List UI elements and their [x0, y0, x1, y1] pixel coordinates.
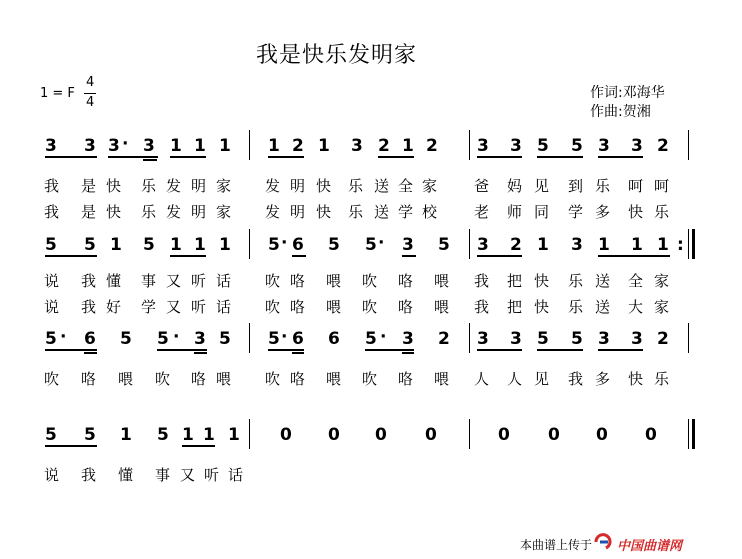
lyric: 吹 — [265, 272, 281, 290]
lyric: 我 — [44, 203, 60, 221]
dot: · — [281, 233, 288, 253]
lyric: 快 — [534, 298, 550, 316]
lyric: 人 — [507, 370, 523, 388]
lyric: 多 — [595, 370, 611, 388]
barline — [249, 419, 250, 449]
note: 5 — [157, 425, 169, 445]
lyric: 我 — [568, 370, 584, 388]
beam — [108, 156, 158, 158]
lyric: 话 — [216, 298, 232, 316]
lyric: 喂 — [326, 370, 342, 388]
barline — [688, 323, 689, 353]
beam — [477, 255, 522, 257]
lyric: 乐 — [348, 203, 364, 221]
lyric: 明 — [290, 203, 306, 221]
note: 6 — [292, 329, 304, 349]
lyric: 我 — [474, 298, 490, 316]
note: 5 — [438, 235, 450, 255]
lyric: 乐 — [654, 203, 670, 221]
lyric: 爸 — [474, 177, 490, 195]
note: 3 — [510, 136, 522, 156]
lyric: 明 — [290, 177, 306, 195]
note: 5 — [571, 329, 583, 349]
beam — [537, 349, 583, 351]
barline — [249, 229, 250, 259]
lyric: 懂 — [118, 466, 134, 484]
note: 1 — [268, 136, 280, 156]
note: 1 — [657, 235, 669, 255]
note: 6 — [328, 329, 340, 349]
note: 1 — [194, 235, 206, 255]
lyric: 我 — [474, 272, 490, 290]
lyric: 快 — [316, 177, 332, 195]
lyric: 送 — [374, 177, 390, 195]
lyric: 咯 — [398, 370, 414, 388]
beam — [292, 352, 304, 354]
note: 1 — [598, 235, 610, 255]
lyric: 家 — [216, 177, 232, 195]
dot: · — [378, 233, 385, 253]
rest: 0 — [425, 425, 437, 445]
lyric: 好 — [106, 298, 122, 316]
watermark-brand: 中国曲谱网 — [617, 539, 683, 554]
lyric: 呵 — [628, 177, 644, 195]
lyric: 妈 — [507, 177, 523, 195]
lyric: 乐 — [348, 177, 364, 195]
note: 5 — [328, 235, 340, 255]
lyric: 又 — [166, 298, 182, 316]
rest: 0 — [645, 425, 657, 445]
barline — [688, 229, 689, 259]
lyric: 到 — [568, 177, 584, 195]
note: 6 — [292, 235, 304, 255]
note: 5 — [571, 136, 583, 156]
note: 5 — [45, 329, 57, 349]
beam — [378, 156, 414, 158]
lyric: 喂 — [326, 272, 342, 290]
lyric: 我 — [81, 272, 97, 290]
note: 1 — [219, 235, 231, 255]
lyric: 同 — [534, 203, 550, 221]
lyric: 送 — [595, 298, 611, 316]
note: 3 — [402, 235, 414, 255]
lyric: 乐 — [568, 272, 584, 290]
lyric: 见 — [534, 370, 550, 388]
lyric: 事 — [155, 466, 171, 484]
beam — [477, 156, 522, 158]
note: 2 — [657, 329, 669, 349]
lyric: 我 — [81, 298, 97, 316]
note: 3 — [477, 329, 489, 349]
watermark-text: 本曲谱上传于 — [520, 538, 593, 552]
beam — [598, 349, 643, 351]
note: 3 — [45, 136, 57, 156]
note: 5 — [143, 235, 155, 255]
lyric: 见 — [534, 177, 550, 195]
lyric: 家 — [654, 272, 670, 290]
note: 2 — [510, 235, 522, 255]
lyric: 话 — [216, 272, 232, 290]
lyric: 懂 — [106, 272, 122, 290]
note: 1 — [219, 136, 231, 156]
beam — [365, 349, 414, 351]
lyricist-credit: 作词:邓海华 — [590, 85, 665, 101]
note: 3 — [510, 329, 522, 349]
note: 5 — [365, 329, 377, 349]
dot: · — [122, 134, 129, 154]
lyric: 快 — [316, 203, 332, 221]
lyric: 吹 — [362, 272, 378, 290]
lyric: 喂 — [434, 272, 450, 290]
composer-credit: 作曲:贺湘 — [590, 104, 651, 120]
lyric: 学 — [398, 203, 414, 221]
beam — [537, 156, 583, 158]
note: 3 — [477, 136, 489, 156]
note: 1 — [194, 136, 206, 156]
note: 1 — [228, 425, 240, 445]
lyric: 发 — [265, 177, 281, 195]
lyric: 快 — [628, 203, 644, 221]
dot: · — [173, 327, 180, 347]
rest: 0 — [280, 425, 292, 445]
lyric: 事 — [141, 272, 157, 290]
beam — [157, 349, 207, 351]
beam — [477, 349, 522, 351]
beam — [45, 156, 97, 158]
note: 2 — [378, 136, 390, 156]
note: 1 — [631, 235, 643, 255]
note: 1 — [182, 425, 194, 445]
lyric: 听 — [204, 466, 220, 484]
lyric: 快 — [534, 272, 550, 290]
lyric: 吹 — [265, 298, 281, 316]
note: 1 — [318, 136, 330, 156]
note: 3 — [631, 329, 643, 349]
rest: 0 — [375, 425, 387, 445]
note: 1 — [170, 235, 182, 255]
lyric: 咯 — [191, 370, 207, 388]
lyric: 家 — [216, 203, 232, 221]
lyric: 校 — [422, 203, 438, 221]
note: 3 — [143, 136, 155, 156]
lyric: 听 — [191, 272, 207, 290]
note: 3 — [194, 329, 206, 349]
lyric: 人 — [474, 370, 490, 388]
beam — [292, 255, 306, 257]
lyric: 吹 — [265, 370, 281, 388]
note: 5 — [537, 329, 549, 349]
dot: · — [281, 327, 288, 347]
note: 5 — [84, 235, 96, 255]
note: 1 — [110, 235, 122, 255]
lyric: 乐 — [654, 370, 670, 388]
rest: 0 — [596, 425, 608, 445]
lyric: 听 — [191, 298, 207, 316]
note: 3 — [477, 235, 489, 255]
lyric: 吹 — [362, 370, 378, 388]
note: 5 — [45, 235, 57, 255]
repeat-dots: : — [677, 235, 684, 255]
note: 1 — [537, 235, 549, 255]
lyric: 我 — [81, 466, 97, 484]
rest: 0 — [548, 425, 560, 445]
barline — [469, 229, 470, 259]
lyric: 咯 — [398, 272, 414, 290]
lyric: 乐 — [141, 177, 157, 195]
lyric: 把 — [507, 272, 523, 290]
lyric: 全 — [628, 272, 644, 290]
lyric: 老 — [474, 203, 490, 221]
lyric: 把 — [507, 298, 523, 316]
note: 1 — [120, 425, 132, 445]
note: 3 — [598, 329, 610, 349]
lyric: 学 — [568, 203, 584, 221]
beam — [598, 156, 643, 158]
lyric: 乐 — [141, 203, 157, 221]
lyric: 喂 — [326, 298, 342, 316]
note: 5 — [84, 425, 96, 445]
lyric: 说 — [44, 272, 60, 290]
lyric: 咯 — [290, 370, 306, 388]
note: 2 — [292, 136, 304, 156]
lyric: 喂 — [434, 370, 450, 388]
beam — [182, 445, 215, 447]
lyric: 师 — [507, 203, 523, 221]
note: 3 — [402, 329, 414, 349]
note: 5 — [268, 329, 280, 349]
beam — [45, 255, 97, 257]
note: 5 — [365, 235, 377, 255]
lyric: 明 — [191, 203, 207, 221]
lyric: 又 — [166, 272, 182, 290]
final-barline — [692, 419, 695, 449]
lyric: 乐 — [595, 177, 611, 195]
note: 2 — [438, 329, 450, 349]
lyric: 快 — [628, 370, 644, 388]
barline — [469, 323, 470, 353]
lyric: 家 — [654, 298, 670, 316]
lyric: 喂 — [118, 370, 134, 388]
beam — [170, 156, 206, 158]
note: 3 — [84, 136, 96, 156]
lyric: 又 — [180, 466, 196, 484]
beam — [194, 352, 207, 354]
lyric: 说 — [44, 466, 60, 484]
note: 1 — [402, 136, 414, 156]
beam — [402, 255, 416, 257]
dot: · — [380, 327, 387, 347]
time-signature-line — [84, 93, 96, 94]
note: 5 — [157, 329, 169, 349]
lyric: 大 — [628, 298, 644, 316]
site-logo-icon — [594, 533, 614, 551]
note: 3 — [108, 136, 120, 156]
lyric: 送 — [595, 272, 611, 290]
rest: 0 — [498, 425, 510, 445]
time-signature-top: 4 — [86, 75, 95, 90]
song-title: 我是快乐发明家 — [256, 43, 418, 68]
final-barline — [692, 229, 695, 259]
lyric: 呵 — [654, 177, 670, 195]
barline — [469, 130, 470, 160]
key-signature: 1 = F — [40, 86, 75, 101]
lyric: 喂 — [216, 370, 232, 388]
barline — [688, 130, 689, 160]
lyric: 多 — [595, 203, 611, 221]
lyric: 快 — [106, 203, 122, 221]
note: 3 — [631, 136, 643, 156]
lyric: 全 — [398, 177, 414, 195]
time-signature-bottom: 4 — [86, 95, 95, 110]
lyric: 发 — [265, 203, 281, 221]
lyric: 吹 — [44, 370, 60, 388]
beam — [84, 352, 97, 354]
beam — [598, 255, 670, 257]
note: 3 — [598, 136, 610, 156]
lyric: 是 — [81, 177, 97, 195]
note: 6 — [84, 329, 96, 349]
beam — [402, 352, 414, 354]
note: 5 — [537, 136, 549, 156]
lyric: 话 — [228, 466, 244, 484]
note: 5 — [120, 329, 132, 349]
dot: · — [60, 327, 67, 347]
note: 5 — [219, 329, 231, 349]
lyric: 明 — [191, 177, 207, 195]
lyric: 快 — [106, 177, 122, 195]
beam — [45, 445, 97, 447]
lyric: 咯 — [290, 272, 306, 290]
note: 2 — [426, 136, 438, 156]
barline — [688, 419, 689, 449]
lyric: 咯 — [81, 370, 97, 388]
lyric: 发 — [166, 203, 182, 221]
note: 5 — [45, 425, 57, 445]
lyric: 我 — [44, 177, 60, 195]
barline — [249, 323, 250, 353]
beam — [143, 159, 157, 161]
note: 1 — [170, 136, 182, 156]
lyric: 家 — [422, 177, 438, 195]
barline — [469, 419, 470, 449]
lyric: 吹 — [155, 370, 171, 388]
lyric: 发 — [166, 177, 182, 195]
beam — [45, 349, 97, 351]
lyric: 咯 — [398, 298, 414, 316]
lyric: 送 — [374, 203, 390, 221]
note: 3 — [351, 136, 363, 156]
note: 2 — [657, 136, 669, 156]
lyric: 咯 — [290, 298, 306, 316]
lyric: 是 — [81, 203, 97, 221]
beam — [268, 349, 304, 351]
lyric: 说 — [44, 298, 60, 316]
beam — [170, 255, 206, 257]
note: 3 — [571, 235, 583, 255]
beam — [268, 156, 304, 158]
lyric: 喂 — [434, 298, 450, 316]
lyric: 乐 — [568, 298, 584, 316]
note: 5 — [268, 235, 280, 255]
rest: 0 — [328, 425, 340, 445]
lyric: 吹 — [362, 298, 378, 316]
note: 1 — [203, 425, 215, 445]
barline — [249, 130, 250, 160]
lyric: 学 — [141, 298, 157, 316]
